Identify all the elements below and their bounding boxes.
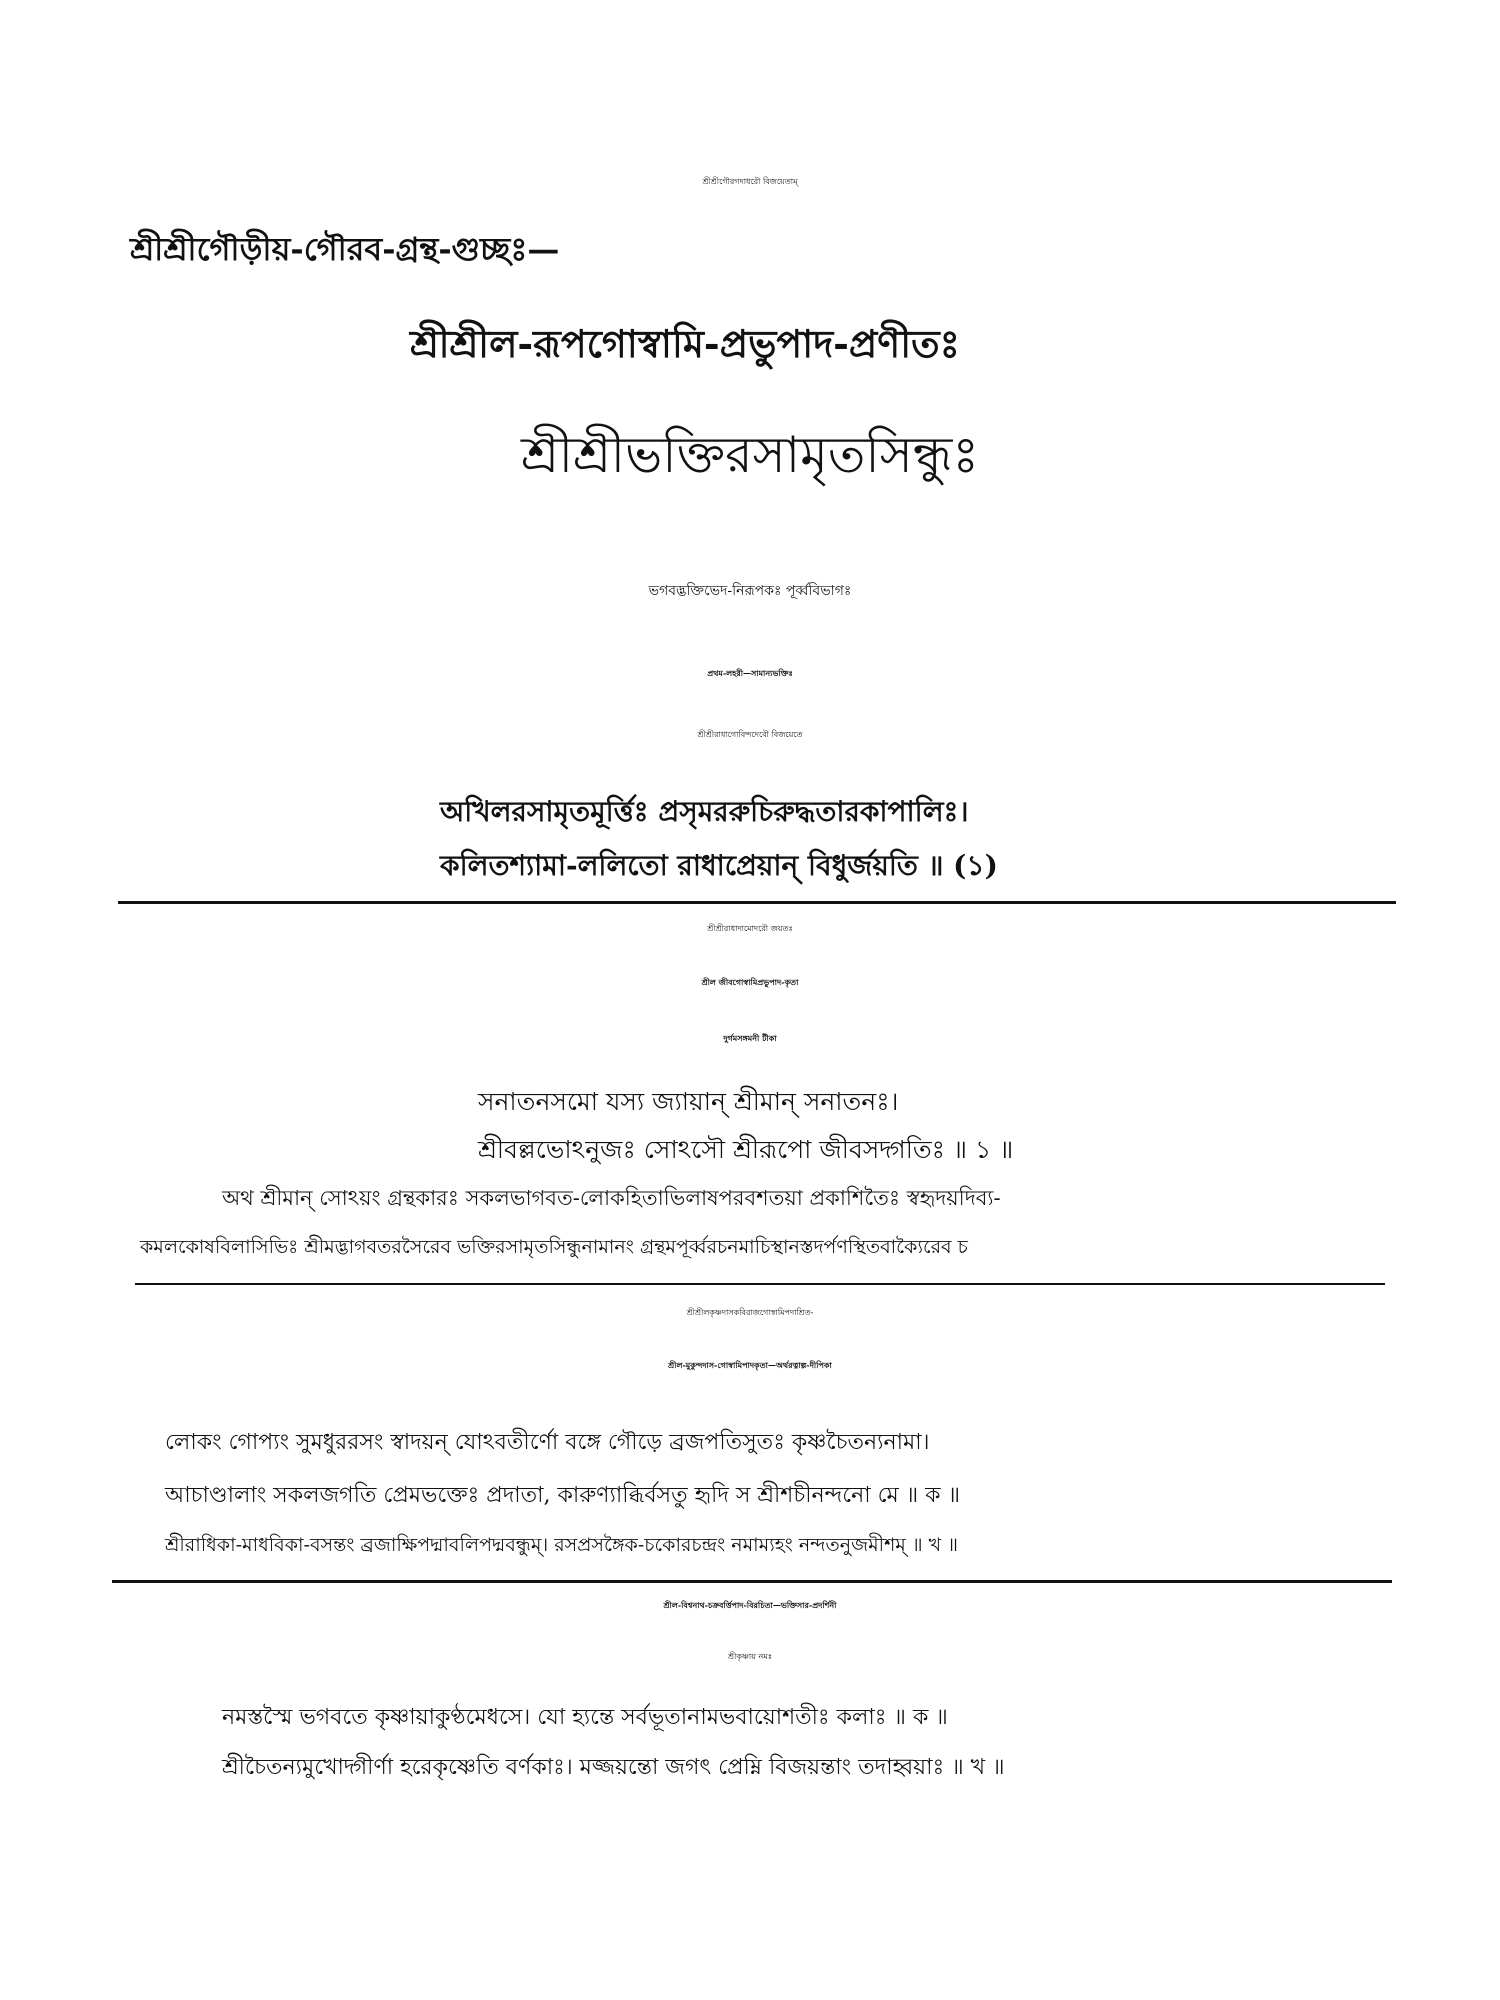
chapter-title: প্রথম-লহরী—সামান্যভক্তিঃ xyxy=(707,668,793,678)
jiva-title: শ্রীল জীবগোস্বামিপ্রভুপাদ-কৃতা xyxy=(701,977,799,987)
verse1-line2: কলিতশ্যামা-ললিতো রাধাপ্রেয়ান্ বিধুর্জয়তি ॥ (১) xyxy=(440,849,998,882)
mukunda-invocation: শ্রীশ্রীলকৃষ্ণদাসকবিরাজগোস্বামিপদাশ্রিত- xyxy=(686,1308,814,1317)
series-title: শ্রীশ্রীগৌড়ীয়-গৌরব-গ্রন্থ-গুচ্ছঃ— xyxy=(130,230,560,268)
jiva-verse-line2: শ্রীবল্লভোঽনুজঃ সোঽসৌ শ্রীরূপো জীবসদ্গতিঃ ॥ ১ ॥ xyxy=(478,1135,1014,1164)
divider-3 xyxy=(112,1580,1392,1583)
visvanatha-invocation: শ্রীকৃষ্ণায় নমঃ xyxy=(728,1652,772,1661)
mukunda-verse-line3: শ্রীরাধিকা-মাধবিকা-বসন্তং ব্রজাক্ষিপদ্মাবলিপদ্মবন্ধুম্। রসপ্রসঙ্গৈক-চকোরচন্দ্রং নমাম্যহং নন্দতনুজমীশম্ ॥ খ ॥ xyxy=(165,1534,958,1556)
jiva-prose-line2: কমলকোষবিলাসিভিঃ শ্রীমদ্ভাগবতরসৈরেব ভক্তিরসামৃতসিন্ধুনামানং গ্রন্থমপূর্ব্বরচনমাচিস্থানস্তদর্পণস্থিতবাক্যৈরেব চ xyxy=(140,1236,968,1258)
jiva-verse-line1: সনাতনসমো যস্য জ্যায়ান্ শ্রীমান্ সনাতনঃ। xyxy=(478,1087,899,1116)
invocation-top: শ্রীশ্রীগৌরগদাধরৌ বিজয়েতাম্ xyxy=(702,177,798,186)
mukunda-title: শ্রীল-মুকুন্দদাস-গোস্বামিপাদকৃতা—অর্থরত্নাল্প-দীপিকা xyxy=(668,1360,832,1370)
visvanatha-verse-line1: নমস্তস্মৈ ভগবতে কৃষ্ণায়াকুণ্ঠমেধসে। যো হ্যন্তে সর্বভূতানামভবায়োশতীঃ কলাঃ ॥ ক ॥ xyxy=(222,1705,948,1730)
verse1-line1: অখিলরসামৃতমূর্ত্তিঃ প্রসৃমররুচিরুদ্ধতারকাপালিঃ। xyxy=(440,795,969,828)
visvanatha-title: শ্রীল-বিশ্বনাথ-চক্রবর্ত্তিপাদ-বিরচিতা—ভক্তিসার-প্রদর্শিনী xyxy=(663,1600,837,1610)
author-line: শ্রীশ্রীল-রূপগোস্বামি-প্রভুপাদ-প্রণীতঃ xyxy=(410,321,960,366)
commentary-name: দুর্গমসঙ্গমনী টীকা xyxy=(723,1033,777,1043)
divider-1 xyxy=(118,901,1396,904)
jiva-prose-line1: অথ শ্রীমান্ সোঽয়ং গ্রন্থকারঃ সকলভাগবত-লোকহিতাভিলাষপরবশতয়া প্রকাশিতৈঃ স্বহৃদয়দিব্য- xyxy=(222,1186,1001,1210)
invocation-radha-govinda: শ্রীশ্রীরাধাগোবিন্দদেবৌ বিজয়েতে xyxy=(697,730,803,739)
visvanatha-verse-line2: শ্রীচৈতন্যমুখোদ্গীর্ণা হরেকৃষ্ণেতি বর্ণকাঃ। মজ্জয়ন্তো জগৎ প্রেম্নি বিজয়ন্তাং তদাহ্বয়াঃ ॥ খ ॥ xyxy=(222,1755,1005,1780)
mukunda-verse-line1: লোকং গোপ্যং সুমধুররসং স্বাদয়ন্ যোঽবতীর্ণো বঙ্গে গৌড়ে ব্রজপতিসুতঃ কৃষ্ণচৈতন্যনামা। xyxy=(165,1430,930,1455)
divider-2 xyxy=(135,1283,1385,1285)
division-title: ভগবদ্ভক্তিভেদ-নিরূপকঃ পূর্ব্ববিভাগঃ xyxy=(648,583,852,599)
mukunda-verse-line2: আচাণ্ডালাং সকলজগতি প্রেমভক্তেঃ প্রদাতা, কারুণ্যাব্ধির্বসতু হৃদি স শ্রীশচীনন্দনো মে ॥ ক ॥ xyxy=(165,1483,961,1508)
jiva-invocation: শ্রীশ্রীরাধাদামোদরৌ জয়তঃ xyxy=(707,924,793,933)
main-title: শ্রীশ্রীভক্তিরসামৃতসিন্ধুঃ xyxy=(520,426,980,484)
